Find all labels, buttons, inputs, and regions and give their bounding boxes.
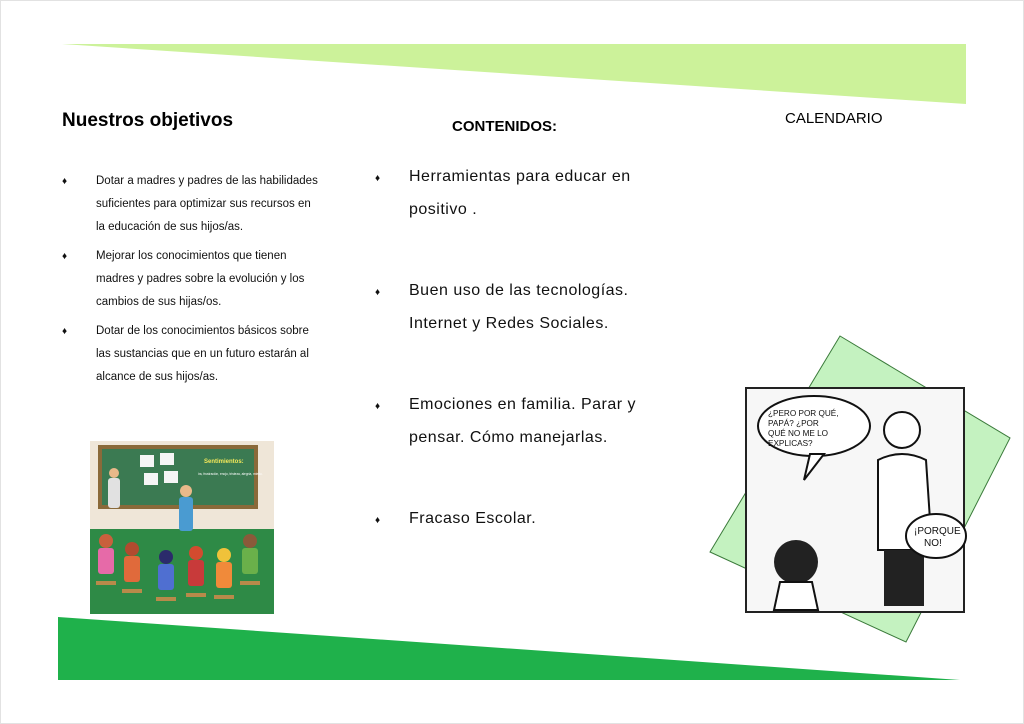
contenido-text-4: Fracaso Escolar.	[409, 510, 537, 527]
contenido-text-1: Herramientas para educar en positivo .	[409, 168, 631, 218]
child-head	[774, 540, 818, 584]
contenido-text-2: Buen uso de las tecnologías. Internet y Redes Sociales.	[409, 282, 629, 332]
comic-illustration	[700, 330, 1020, 650]
objetivo-item-3	[62, 320, 322, 389]
contenido-text-3: Emociones en familia. Parar y pensar. Cómo manejarlas.	[409, 396, 637, 446]
contenido-item-2	[375, 274, 665, 340]
diamond-bullet-icon: ♦	[62, 176, 68, 187]
drawing-paper	[160, 453, 174, 465]
comic-speech-2: ¡PORQUE NO!	[914, 526, 961, 549]
drawing-paper	[140, 455, 154, 467]
diamond-bullet-icon: ♦	[375, 515, 381, 526]
teacher-head	[180, 485, 192, 497]
contenido-item-3	[375, 388, 665, 454]
objetivos-list	[62, 170, 322, 395]
teacher-body	[179, 497, 193, 531]
board-words: ira, frustración, enojo, tristeza, alegría, miedo.	[198, 472, 263, 476]
diamond-bullet-icon: ♦	[375, 401, 381, 412]
father-head	[884, 412, 920, 448]
father-legs	[884, 550, 924, 606]
calendario-title: CALENDARIO	[785, 110, 883, 127]
classroom-illustration	[90, 441, 274, 614]
diamond-bullet-icon: ♦	[62, 326, 68, 337]
objetivos-title: Nuestros objetivos	[62, 110, 234, 131]
contenidos-title: CONTENIDOS:	[452, 118, 557, 135]
board-heading: Sentimientos:	[204, 459, 244, 465]
objetivo-text-3: Dotar de los conocimientos básicos sobre las sustancias que en un futuro estarán al alcance de sus hijos/as.	[96, 325, 309, 383]
objetivo-text-1: Dotar a madres y padres de las habilidades suficientes para optimizar sus recursos en la educación de sus hijos/as.	[96, 175, 318, 233]
top-green-band	[62, 44, 966, 104]
comic-speech-1: ¿PERO POR QUÉ, PAPÁ? ¿POR QUÉ NO ME LO EXPLICAS?	[768, 409, 839, 448]
teacher-head	[109, 468, 119, 478]
diamond-bullet-icon: ♦	[375, 173, 381, 184]
diamond-bullet-icon: ♦	[375, 287, 381, 298]
teacher-body	[108, 478, 120, 508]
child-body	[774, 582, 818, 610]
diamond-bullet-icon: ♦	[62, 251, 68, 262]
objetivo-item-1	[62, 170, 322, 239]
contenido-item-1	[375, 160, 665, 226]
objetivo-text-2: Mejorar los conocimientos que tienen madres y padres sobre la evolución y los cambios de sus hijas/os.	[96, 250, 305, 308]
contenido-item-4	[375, 502, 665, 535]
drawing-paper	[164, 471, 178, 483]
drawing-paper	[144, 473, 158, 485]
objetivo-item-2	[62, 245, 322, 314]
